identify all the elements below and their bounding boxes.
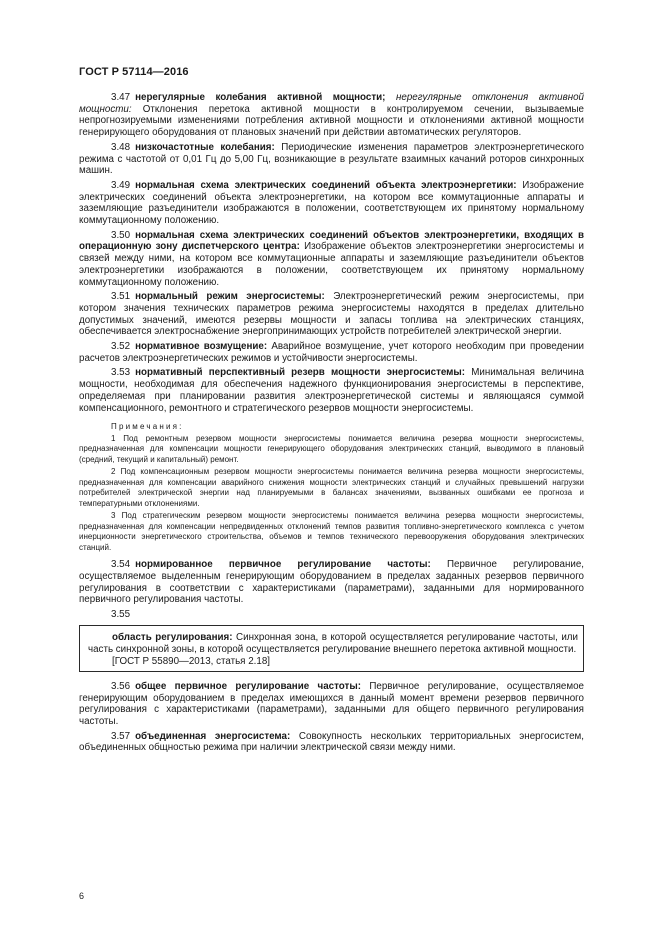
- term-number: 3.48: [111, 141, 131, 153]
- term-definition: Синхронная зона, в которой осуществляется регулирование частоты, или часть синхронной зоны, в которой осуществляется регулирование внешнего перетока активной мощности.: [88, 631, 578, 655]
- term-3-49: [79, 180, 584, 227]
- note-item: 2 Под компенсационным резервом мощности энергосистемы понимается величина резерва мощности энергосистемы, предназначенная для компенсации аварийного снижения мощности электрических станций и случайных превышений нагрузки потребителей электрической энергии над планируемыми в балансах значениями, вызванных ошибками ее прогноза и температурными отклонениями.: [79, 467, 584, 508]
- term-name: нормированное первичное регулирование частоты:: [135, 559, 431, 571]
- term-name: общее первичное регулирование частоты:: [135, 680, 361, 692]
- term-3-50: [79, 230, 584, 289]
- term-3-57: [79, 731, 584, 754]
- term-number: 3.51: [111, 291, 131, 303]
- term-3-53: [79, 367, 584, 414]
- term-name: нормальная схема электрических соединений объектов электроэнергетики, входящих в операционную зону диспетчерского центра:: [79, 229, 584, 253]
- term-definition: Совокупность нескольких территориальных энергосистем, объединенных общностью режима при наличии электрической связи между ними.: [79, 730, 584, 754]
- note-item: 3 Под стратегическим резервом мощности энергосистемы понимается величина резерва мощности энергосистемы, предназначенная для компенсации непредвиденных отклонений темпов развития топливно-энергетического комплекса с учетом инерционности энергетического строительства, объемов и темпов технического перевооружения оборудования электрических станций.: [79, 511, 584, 552]
- term-name: нерегулярные колебания активной мощности;: [135, 92, 386, 103]
- term-number: 3.57: [111, 730, 131, 742]
- term-definition: Первичное регулирование, осуществляемое выделенным генерирующим оборудованием в пределах заданных резервов первичного регулирования в соответствии с характеристиками (параметрами), заданными для нормированного первичного регулирования частоты.: [79, 559, 584, 606]
- term-3-51: [79, 291, 584, 338]
- term-definition: Аварийное возмущение, учет которого необходим при проведении расчетов электроэнергетических режимов и устойчивости энергосистемы.: [79, 341, 584, 364]
- term-reference: [ГОСТ Р 55890—2013, статья 2.18]: [112, 656, 271, 668]
- term-3-55-box: [79, 625, 584, 672]
- document-body: [79, 92, 584, 757]
- term-name: нормальная схема электрических соединений объекта электроэнергетики:: [135, 179, 517, 191]
- term-name: нормальный режим энергосистемы:: [135, 291, 325, 303]
- term-definition: Изображение объектов электроэнергетики энергосистемы и связей между ними, на котором все коммутационные аппараты и заземляющие разъединители объектов электроэнергетики изображаются в положении, соответствующем их принятому нормальному коммутационному положению.: [79, 241, 584, 288]
- term-number: 3.56: [111, 680, 131, 692]
- term-name: объединенная энергосистема:: [135, 730, 291, 742]
- notes-title: Примечания:: [111, 422, 184, 432]
- notes-block: [79, 422, 584, 553]
- term-definition: Электроэнергетический режим энергосистемы, при котором значения технических параметров режима энергосистемы находятся в пределах длительно допустимых значений, имеются резервы мощности и запасы топлива на электрических станциях, обеспечивается электроснабжение энергопринимающих устройств потребителей электрической энергии.: [79, 291, 584, 338]
- note-item: 1 Под ремонтным резервом мощности энергосистемы понимается величина резерва мощности энергосистемы, предназначенная для компенсации мощности генерирующего оборудования электрических станций, выводимого в плановый (средний, текущий и капитальный) ремонт.: [79, 433, 584, 464]
- term-3-55-number: 3.55: [111, 609, 131, 621]
- term-definition: Первичное регулирование, осуществляемое генерирующим оборудованием в пределах имеющихся в данный момент времени резервов первичного регулирования с характеристиками (параметрами), заданными для общего первичного регулирования частоты.: [79, 680, 585, 728]
- term-number: 3.47: [111, 92, 131, 103]
- term-name: нормативное возмущение:: [135, 341, 268, 353]
- term-synonym: нерегулярные отклонения активной мощности:: [79, 92, 584, 115]
- term-number: 3.54: [111, 559, 131, 571]
- term-number: 3.49: [111, 179, 131, 191]
- term-definition: Отклонения перетока активной мощности в контролируемом сечении, вызываемые непрогнозируемыми изменениями потребления активной мощности и отклонениями активной мощности генерирующего оборудования от плановых значений при действии автоматических регуляторов.: [79, 103, 584, 139]
- term-number: 3.53: [111, 367, 131, 379]
- term-3-47: [79, 92, 584, 139]
- term-3-48: [79, 142, 584, 177]
- page-number: 6: [79, 891, 85, 901]
- term-3-56: [79, 681, 584, 728]
- term-definition: Минимальная величина мощности, необходимая для обеспечения надежного функционирования энергосистемы в перспективе, определяемая при планировании развития электроэнергетической системы и являющаяся суммой компенсационного, ремонтного и стратегического резервов мощности энергосистемы.: [79, 367, 584, 414]
- term-definition: Изображение электрических соединений объекта электроэнергетики, на котором все коммутационные аппараты и заземляющие разъединители изображаются в положении, соответствующем их принятому нормальному коммутационному положению.: [79, 179, 584, 227]
- document-code-header: ГОСТ Р 57114—2016: [79, 66, 189, 78]
- term-number: 3.52: [111, 341, 131, 353]
- term-name: низкочастотные колебания:: [135, 141, 275, 153]
- term-name: область регулирования:: [112, 631, 233, 643]
- term-number: 3.50: [111, 229, 131, 241]
- term-definition: Периодические изменения параметров электроэнергетического режима с частотой от 0,01 Гц до 5,00 Гц, возникающие в результате взаимных качаний роторов синхронных машин.: [79, 141, 585, 177]
- term-3-54: [79, 559, 584, 606]
- term-3-52: [79, 341, 584, 364]
- term-name: нормативный перспективный резерв мощности энергосистемы:: [135, 367, 466, 379]
- term-3-55: [88, 632, 578, 655]
